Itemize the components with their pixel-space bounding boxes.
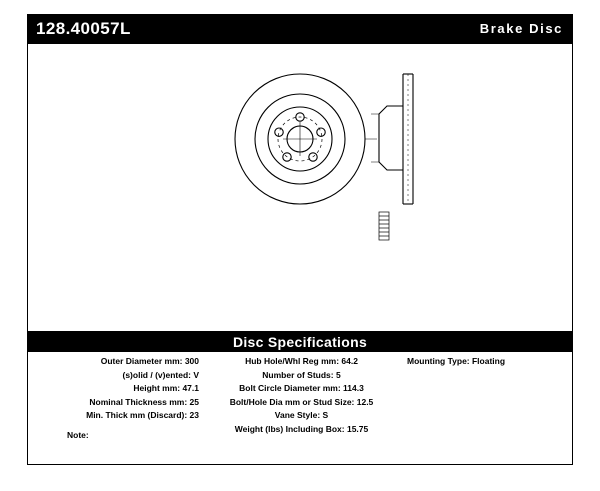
spec-columns: [27, 355, 573, 435]
header-bar: [27, 14, 573, 44]
spec-item: Nominal Thickness mm: 25: [89, 396, 199, 407]
dimension-lines: [365, 114, 379, 162]
spec-item: Vane Style: S: [274, 410, 329, 421]
spec-item: Mounting Type: Floating: [407, 356, 506, 366]
spec-section-header: [27, 331, 573, 352]
note-label: Note:: [67, 430, 89, 440]
spec-item: Height mm: 47.1: [133, 383, 199, 394]
spec-column-left: [27, 355, 199, 423]
frame-bottom-border: [27, 464, 573, 465]
brake-disc-drawing: [27, 44, 573, 330]
spec-item: Min. Thick mm (Discard): 23: [86, 410, 199, 421]
spec-section-title: Disc Specifications: [232, 334, 368, 350]
spec-item: Hub Hole/Whl Reg mm: 64.2: [245, 356, 358, 366]
spec-item: Bolt Circle Diameter mm: 114.3: [239, 383, 364, 394]
spec-item: Bolt/Hole Dia mm or Stud Size: 12.5: [229, 396, 374, 407]
mounting-face-detail: [379, 212, 389, 240]
spec-item: Outer Diameter mm: 300: [100, 356, 199, 366]
part-number: 128.40057L: [36, 19, 131, 38]
spec-item: (s)olid / (v)ented: V: [122, 369, 199, 380]
spec-column-middle: [209, 355, 394, 437]
center-mark: [283, 122, 317, 156]
spec-item: Weight (lbs) Including Box: 15.75: [234, 423, 369, 434]
rotor-section-view: [379, 74, 413, 204]
spec-column-right: [407, 355, 573, 369]
page-title: Brake Disc: [479, 21, 563, 36]
spec-item: Number of Studs: 5: [262, 369, 341, 380]
